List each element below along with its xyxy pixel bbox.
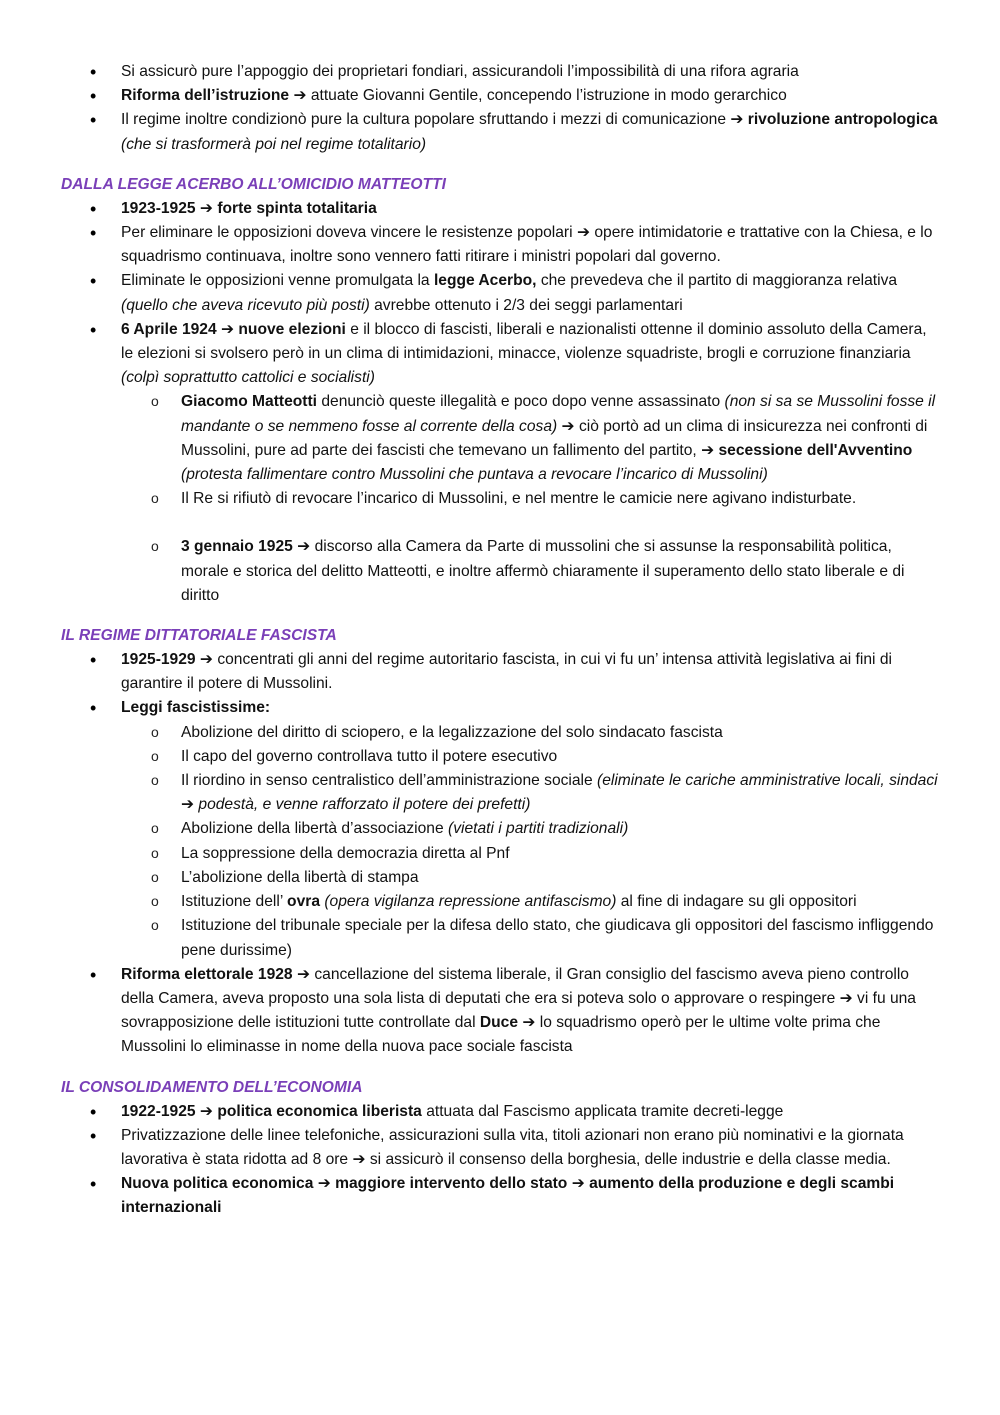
list-item: • Il regime inoltre condizionò pure la cultura popolare sfruttando i mezzi di comunicazione ➔ rivoluzione antropologica (che si trasformerà poi nel regime totalitario) bbox=[61, 108, 940, 156]
arrow-icon: ➔ bbox=[199, 651, 213, 669]
list-item: • Leggi fascistissime: o Abolizione del diritto di sciopero, e la legalizzazione del solo sindacato fascista o Il capo del governo controllava tutto il potere esecutivo o Il riordino in senso centralistico dell’amministrazione sociale (eliminate le cariche amministrative locali, sindaci ➔ podestà, e venne rafforzato il potere dei prefetti) o Abolizione della libertà d’associazione (vietati i partiti tradizionali) o La soppressione della democrazia diretta al Pnf o L’abolizione della libertà di stampa o Istituzione dell’ ovra (opera vigilanza repressione antifascismo) al fine di indagare su gli oppositori o Istituzione del tribunale speciale per la difesa dello stato, che giudicava gli oppositori del fascismo infliggendo pene durissime) bbox=[61, 696, 940, 962]
list-item: o Istituzione del tribunale speciale per la difesa dello stato, che giudicava gli oppositori del fascismo infliggendo pene durissime) bbox=[121, 914, 940, 962]
arrow-icon: ➔ bbox=[293, 87, 307, 105]
list-item: o Istituzione dell’ ovra (opera vigilanza repressione antifascismo) al fine di indagare su gli oppositori bbox=[121, 890, 940, 914]
section1-list bbox=[61, 197, 940, 608]
list-item: • Eliminate le opposizioni venne promulgata la legge Acerbo, che prevedeva che il partito di maggioranza relativa (quello che aveva ricevuto più posti) avrebbe ottenuto i 2/3 dei seggi parlamentari bbox=[61, 269, 940, 317]
arrow-icon: ➔ bbox=[199, 199, 213, 217]
section-heading: IL REGIME DITTATORIALE FASCISTA bbox=[61, 627, 337, 645]
arrow-icon: ➔ bbox=[352, 1150, 366, 1168]
list-item: o Il riordino in senso centralistico dell’amministrazione sociale (eliminate le cariche amministrative locali, sindaci ➔ podestà, e venne rafforzato il potere dei prefetti) bbox=[121, 769, 940, 817]
list-item: o 3 gennaio 1925 ➔ discorso alla Camera da Parte di mussolini che si assunse la responsabilità politica, morale e storica del delitto Matteotti, e inoltre affermò chiaramente il superamento dello stato liberale e di diritto bbox=[121, 535, 940, 608]
section-heading: IL CONSOLIDAMENTO DELL’ECONOMIA bbox=[61, 1078, 363, 1096]
arrow-icon: ➔ bbox=[730, 111, 744, 129]
section2-list bbox=[61, 648, 940, 1059]
arrow-icon: ➔ bbox=[571, 1175, 585, 1193]
arrow-icon: ➔ bbox=[576, 224, 591, 242]
section-heading: DALLA LEGGE ACERBO ALL’OMICIDIO MATTEOTTI bbox=[61, 175, 446, 193]
list-item: • 1925-1929 ➔ concentrati gli anni del regime autoritario fascista, in cui vi fu un’ intensa attività legislativa ai fini di garantire il potere di Mussolini. bbox=[61, 648, 940, 696]
list-item: • 6 Aprile 1924 ➔ nuove elezioni e il blocco di fascisti, liberali e nazionalisti ottenne il dominio assoluto della Camera, le elezioni si svolsero però in un clima di intimidazioni, minacce, violenze squadriste, brogli e corruzione finanziaria (colpì soprattutto cattolici e socialisti) o Giacomo Matteotti denunciò queste illegalità e poco dopo venne assassinato (non si sa se Mussolini fosse il mandante o se nemmeno fosse al corrente della cosa) ➔ ciò portò ad un clima di insicurezza nei confronti di Mussolini, pure ad parte dei fascisti che temevano un fallimento del partito, ➔ secessione dell'Avventino (protesta fallimentare contro Mussolini che puntava a revocare l’incarico di Mussolini) o Il Re si rifiutò di revocare l’incarico di Mussolini, e nel mentre le camicie nere agivano indisturbate. o 3 gennaio 1925 ➔ discorso alla Camera da Parte di mussolini che si assunse la responsabilità politica, morale e storica del delitto Matteotti, e inoltre affermò chiaramente il superamento dello stato liberale e di diritto bbox=[61, 318, 940, 608]
list-item: • Si assicurò pure l’appoggio dei proprietari fondiari, assicurandoli l’impossibilità di una rifora agraria bbox=[61, 60, 940, 84]
list-item: o Il capo del governo controllava tutto il potere esecutivo bbox=[121, 745, 940, 769]
arrow-icon: ➔ bbox=[839, 989, 853, 1007]
arrow-icon: ➔ bbox=[296, 965, 311, 983]
sublist bbox=[121, 390, 940, 608]
list-item: o Abolizione della libertà d’associazione (vietati i partiti tradizionali) bbox=[121, 817, 940, 841]
list-item: o Abolizione del diritto di sciopero, e la legalizzazione del solo sindacato fascista bbox=[121, 721, 940, 745]
list-item: o Giacomo Matteotti denunciò queste illegalità e poco dopo venne assassinato (non si sa se Mussolini fosse il mandante o se nemmeno fosse al corrente della cosa) ➔ ciò portò ad un clima di insicurezza nei confronti di Mussolini, pure ad parte dei fascisti che temevano un fallimento del partito, ➔ secessione dell'Avventino (protesta fallimentare contro Mussolini che puntava a revocare l’incarico di Mussolini) bbox=[121, 390, 940, 487]
arrow-icon: ➔ bbox=[181, 796, 195, 814]
list-item: • 1923-1925 ➔ forte spinta totalitaria bbox=[61, 197, 940, 221]
arrow-icon: ➔ bbox=[701, 441, 715, 459]
list-item: • Riforma elettorale 1928 ➔ cancellazione del sistema liberale, il Gran consiglio del fascismo aveva pieno controllo della Camera, aveva proposto una sola lista di deputati che era si poteva solo o approvare o respingere ➔ vi fu una sovrapposizione delle istituzioni tutte controllate dal Duce ➔ lo squadrismo operò per le ultime volte prima che Mussolini lo eliminasse in nome della nuova pace sociale fascista bbox=[61, 963, 940, 1060]
arrow-icon: ➔ bbox=[317, 1175, 331, 1193]
list-item: • Privatizzazione delle linee telefoniche, assicurazioni sulla vita, titoli azionari non erano più nominativi e la giornata lavorativa è stata ridotta ad 8 ore ➔ si assicurò il consenso della borghesia, delle industrie e della classe media. bbox=[61, 1124, 940, 1172]
arrow-icon: ➔ bbox=[522, 1014, 536, 1032]
list-item: o Il Re si rifiutò di revocare l’incarico di Mussolini, e nel mentre le camicie nere agivano indisturbate. bbox=[121, 487, 940, 511]
intro-list bbox=[61, 60, 940, 157]
list-item: • Nuova politica economica ➔ maggiore intervento dello stato ➔ aumento della produzione e degli scambi internazionali bbox=[61, 1172, 940, 1220]
arrow-icon: ➔ bbox=[561, 417, 575, 435]
list-item: o La soppressione della democrazia diretta al Pnf bbox=[121, 842, 940, 866]
section3-list bbox=[61, 1100, 940, 1221]
list-item: • Riforma dell’istruzione ➔ attuate Giovanni Gentile, concependo l’istruzione in modo gerarchico bbox=[61, 84, 940, 108]
sublist bbox=[121, 721, 940, 963]
list-item: • 1922-1925 ➔ politica economica liberista attuata dal Fascismo applicata tramite decreti-legge bbox=[61, 1100, 940, 1124]
arrow-icon: ➔ bbox=[297, 538, 311, 556]
arrow-icon: ➔ bbox=[199, 1102, 213, 1120]
list-item: • Per eliminare le opposizioni doveva vincere le resistenze popolari ➔ opere intimidatorie e trattative con la Chiesa, e lo squadrismo continuava, inoltre sono vennero fatti ritirare i ministri popolari dal governo. bbox=[61, 221, 940, 269]
list-item: o L’abolizione della libertà di stampa bbox=[121, 866, 940, 890]
arrow-icon: ➔ bbox=[221, 320, 235, 338]
